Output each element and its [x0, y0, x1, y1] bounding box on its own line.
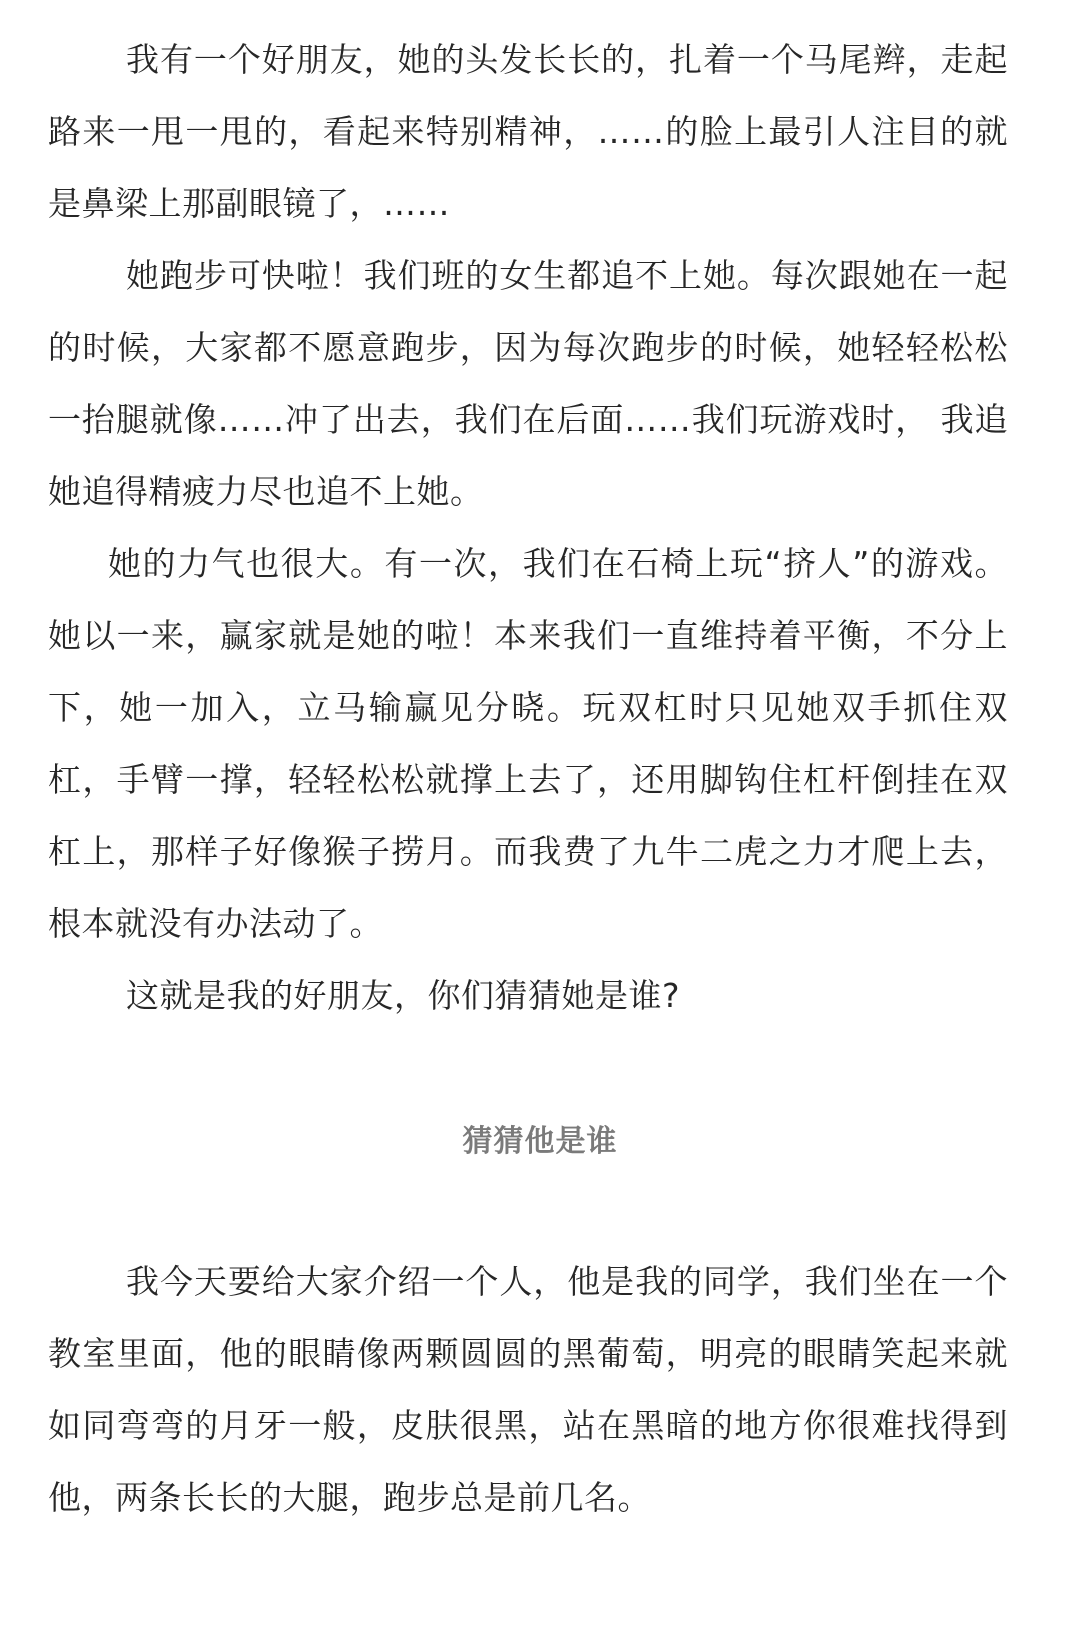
essay1-paragraph-2: 她跑步可快啦！我们班的女生都追不上她。每次跟她在一起的时候，大家都不愿意跑步，因为每次跑步的时候，她轻轻松松一抬腿就像……冲了出去，我们在后面……我们玩游戏时， 我追她追得精疲力尽也追不上她。 — [48, 256, 1008, 511]
essay1-paragraph-3: 她的力气也很大。有一次，我们在石椅上玩“挤人”的游戏。她以一来，赢家就是她的啦！本来我们一直维持着平衡，不分上下，她一加入，立马输赢见分晓。玩双杠时只见她双手抓住双杠，手臂一撑，轻轻松松就撑上去了，还用脚钩住杠杆倒挂在双杠上，那样子好像猴子捞月。而我费了九牛二虎之力才爬上去，根本就没有办法动了。 — [48, 544, 1008, 943]
essay1-paragraph-1: 我有一个好朋友，她的头发长长的，扎着一个马尾辫，走起路来一甩一甩的，看起来特别精神，……的脸上最引人注目的就是鼻梁上那副眼镜了，…… — [48, 40, 1008, 223]
essay2-title: 猜猜他是谁 — [462, 1124, 618, 1159]
essay2-paragraph-1: 我今天要给大家介绍一个人，他是我的同学，我们坐在一个教室里面，他的眼睛像两颗圆圆的黑葡萄，明亮的眼睛笑起来就如同弯弯的月牙一般，皮肤很黑，站在黑暗的地方你很难找得到他，两条长长的大腿，跑步总是前几名。 — [48, 1262, 1008, 1517]
essay1-closing-question: 这就是我的好朋友，你们猜猜她是谁? — [126, 976, 681, 1015]
